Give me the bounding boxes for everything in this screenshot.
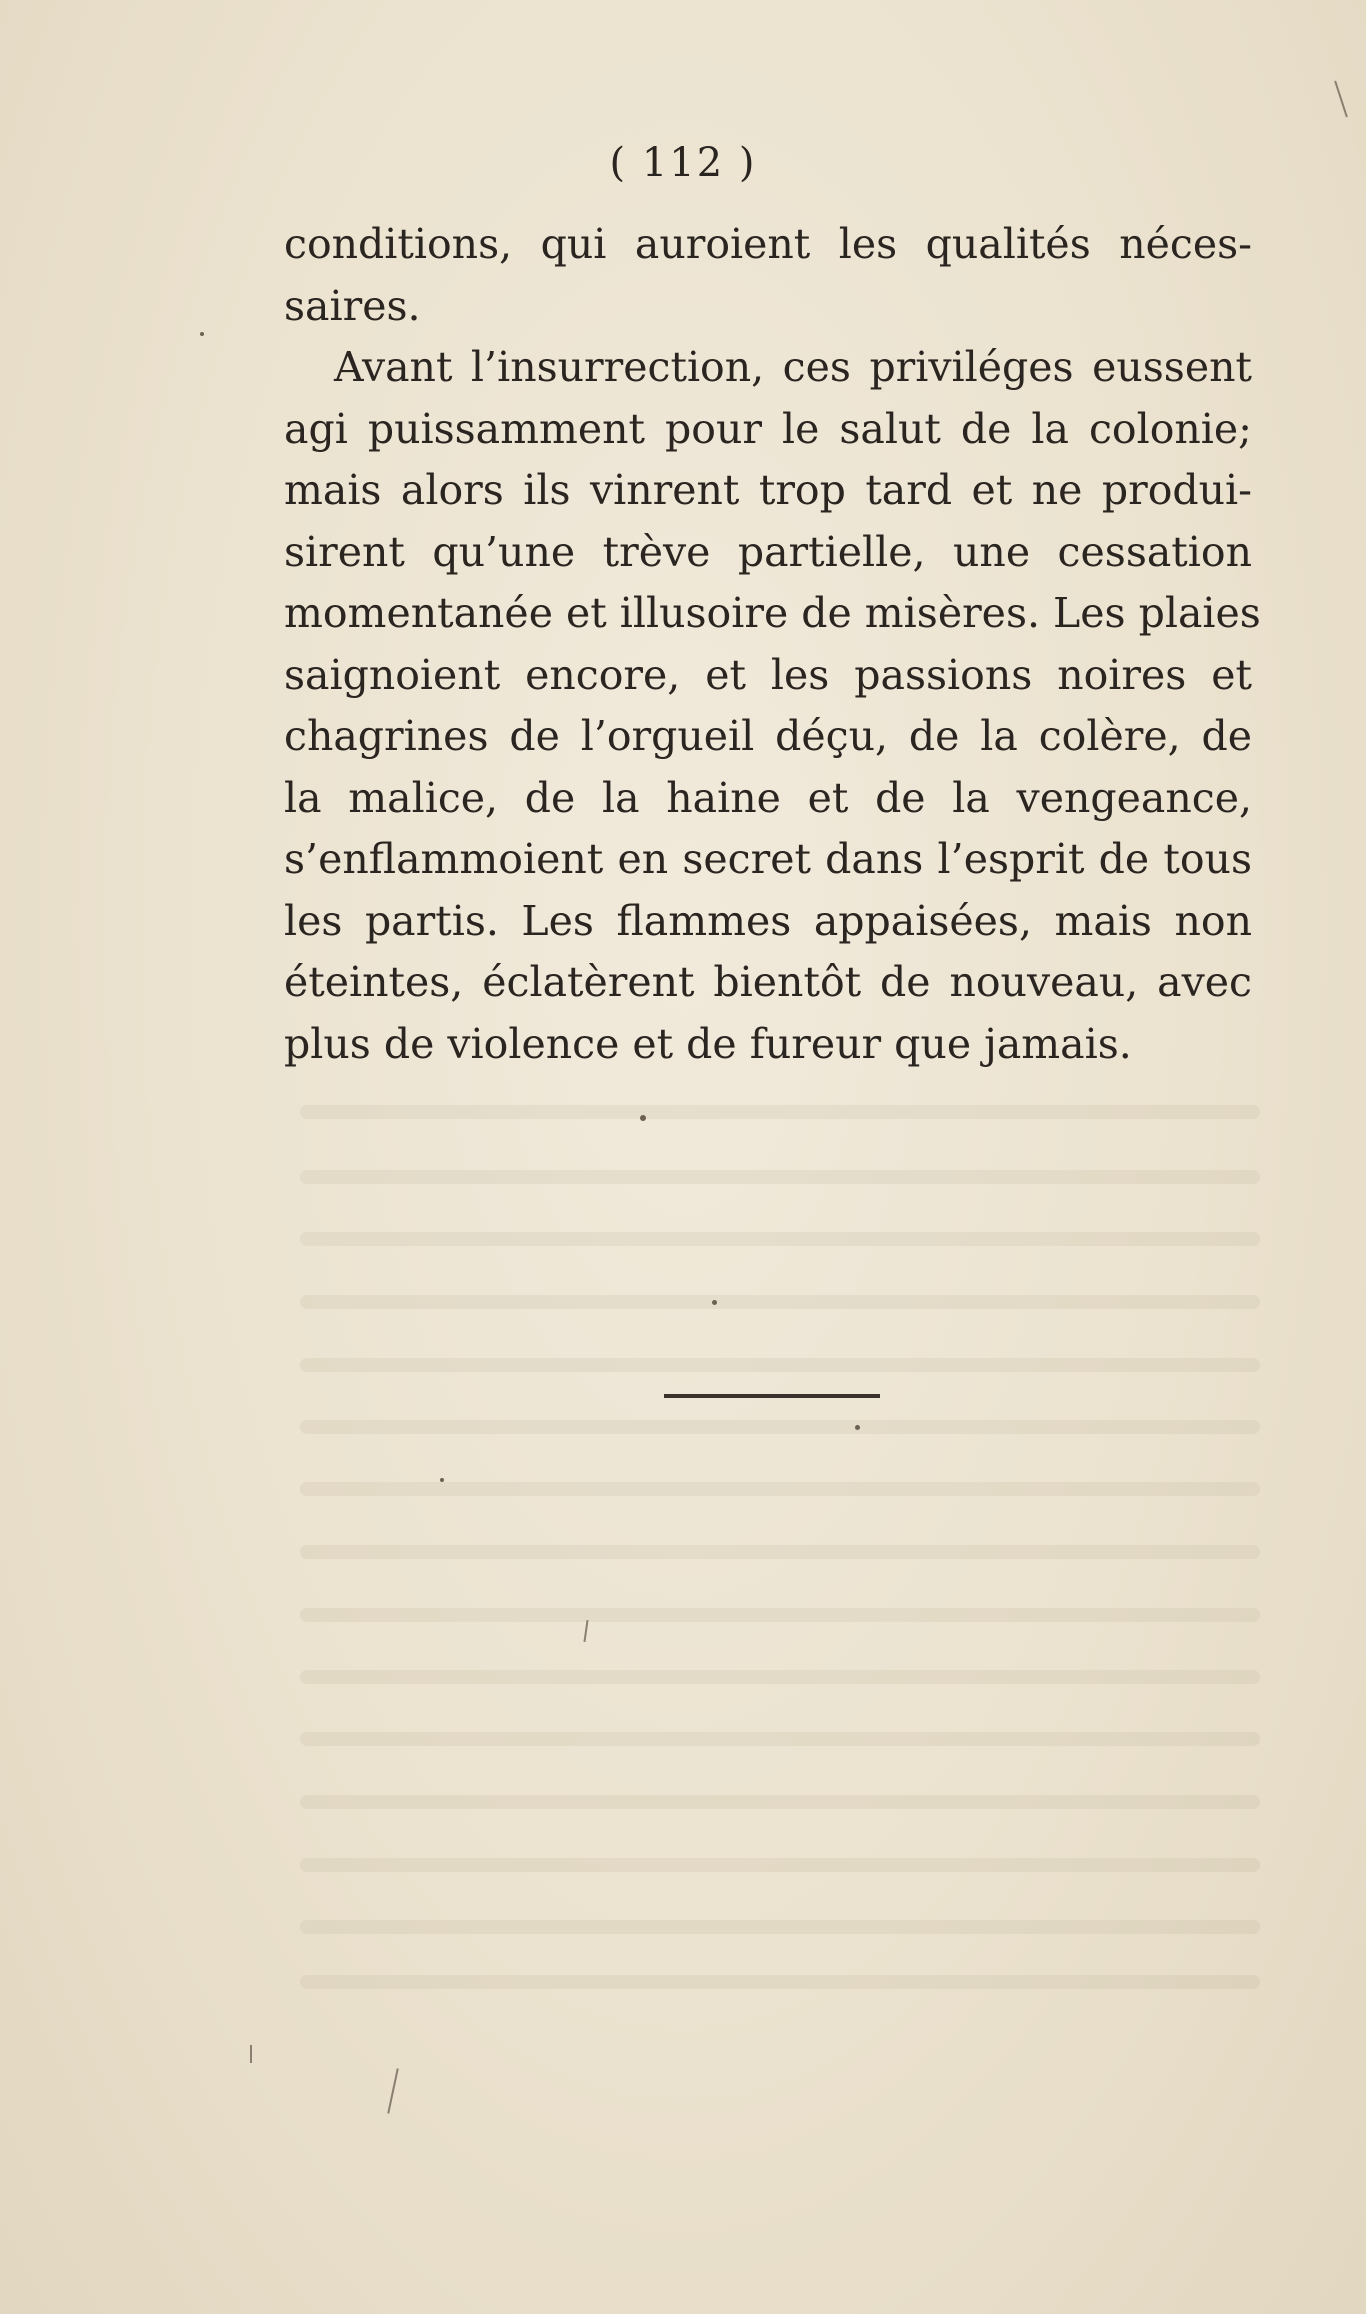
paper-mark — [1334, 81, 1348, 118]
bleed-through-line — [300, 1920, 1260, 1934]
bleed-through-line — [300, 1232, 1260, 1246]
bleed-through-line — [300, 1105, 1260, 1119]
bleed-through-line — [300, 1295, 1260, 1309]
bleed-through-line — [300, 1482, 1260, 1496]
text-line: s’enflammoient en secret dans l’esprit de tous — [284, 835, 1252, 883]
text-line: Avant l’insurrection, ces priviléges eussent — [334, 343, 1252, 391]
bleed-through-line — [300, 1420, 1260, 1434]
text-line: les partis. Les flammes appaisées, mais non — [284, 896, 1252, 945]
paper-speck — [640, 1115, 646, 1121]
text-line: plus de violence et de fureur que jamais. — [284, 1019, 1132, 1068]
section-divider — [664, 1394, 880, 1398]
text-line: saires. — [284, 281, 421, 330]
page-number: ( 112 ) — [609, 140, 757, 186]
text-line: sirent qu’une trève partielle, une cessation — [284, 527, 1252, 576]
text-line: éteintes, éclatèrent bientôt de nouveau, avec — [284, 958, 1252, 1006]
paper-speck — [855, 1425, 860, 1430]
text-line: la malice, de la haine et de la vengeance, — [284, 773, 1252, 822]
paper-speck — [200, 332, 204, 336]
bleed-through-line — [300, 1545, 1260, 1559]
bleed-through-line — [300, 1732, 1260, 1746]
text-line: saignoient encore, et les passions noires et — [284, 650, 1252, 699]
bleed-through-line — [300, 1670, 1260, 1684]
text-line: agi puissamment pour le salut de la colonie; — [284, 404, 1252, 453]
paper-mark — [250, 2045, 252, 2063]
paper-mark — [387, 2068, 399, 2113]
body-text — [284, 214, 1261, 1075]
text-line: mais alors ils vinrent trop tard et ne produi- — [284, 466, 1252, 514]
bleed-through-line — [300, 1858, 1260, 1872]
bleed-through-line — [300, 1608, 1260, 1622]
paper-speck — [440, 1478, 444, 1482]
text-line: chagrines de l’orgueil déçu, de la colère, de — [284, 712, 1252, 760]
bleed-through-line — [300, 1975, 1260, 1989]
paper-mark — [583, 1620, 588, 1642]
text-line: conditions, qui auroient les qualités néces- — [284, 220, 1252, 268]
text-line: momentanée et illusoire de misères. Les plaies — [284, 589, 1261, 637]
paper-speck — [712, 1300, 717, 1305]
bleed-through-line — [300, 1170, 1260, 1184]
bleed-through-line — [300, 1358, 1260, 1372]
bleed-through-line — [300, 1795, 1260, 1809]
